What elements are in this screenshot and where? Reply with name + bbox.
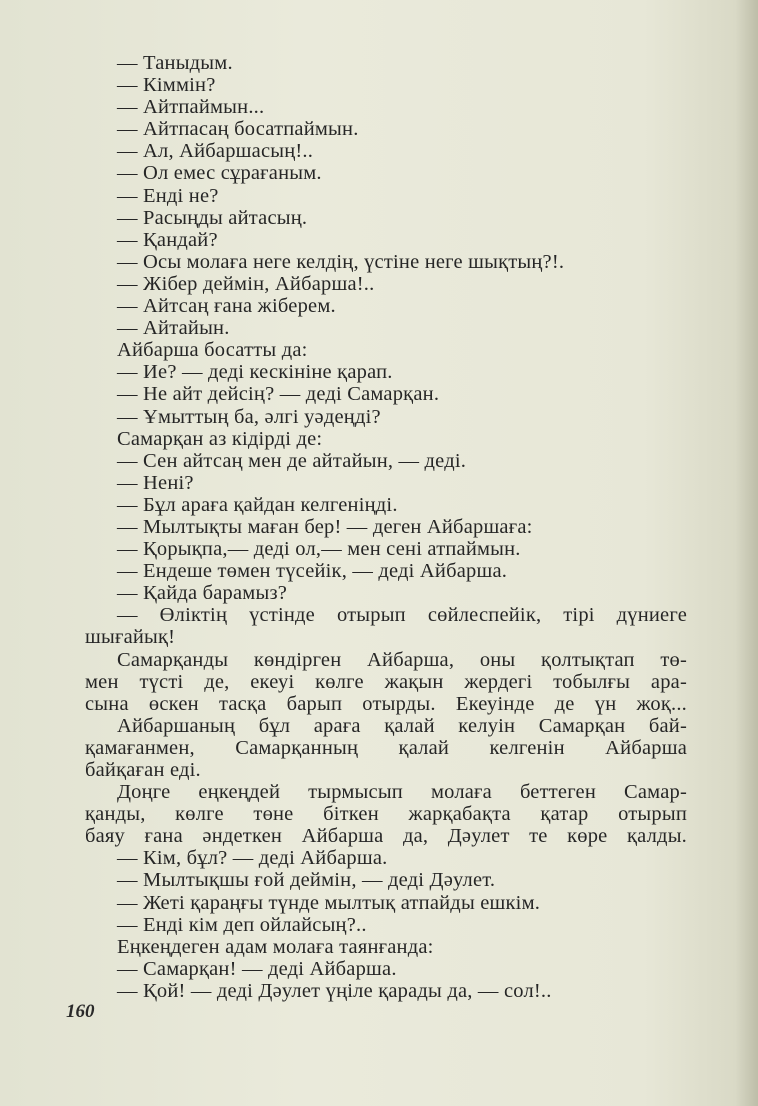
text-line: — Енді кім деп ойлайсың?.. <box>117 913 367 936</box>
text-line: — Жібер деймін, Айбарша!.. <box>117 272 375 295</box>
text-line: — Таныдым. <box>117 52 233 74</box>
text-line: шығайық! <box>85 626 176 649</box>
text-line: байқаған еді. <box>85 759 201 781</box>
text-line: Самарқанды көндірген Айбарша, оны қолтықтап тө- <box>117 648 687 671</box>
text-line: — Ие? — деді кескініне қарап. <box>117 361 393 384</box>
text-line: — Айтсаң ғана жіберем. <box>117 295 336 318</box>
text-line: қамағанмен, Самарқанның қалай келгенін Айбарша <box>85 736 687 759</box>
text-line: — Қой! — деді Дәулет үңіле қарады да, — сол!.. <box>117 979 552 1002</box>
text-line: Айбарша босатты да: <box>117 339 308 362</box>
text-line: — Айтпаймын... <box>117 96 265 119</box>
text-line: Доңге еңкеңдей тырмысып молаға беттеген Самар- <box>117 781 687 804</box>
text-line: — Кім, бұл? — деді Айбарша. <box>117 847 388 870</box>
text-line: — Ұмыттың ба, әлгі уәдеңді? <box>117 405 381 428</box>
text-line: баяу ғана әндеткен Айбарша да, Дәулет те көре қалды. <box>85 825 687 848</box>
text-line: — Мылтықшы ғой деймін, — деді Дәулет. <box>117 869 496 892</box>
text-line: қанды, көлге төне біткен жарқабақта қатар отырып <box>85 803 687 826</box>
text-line: — Бұл араға қайдан келгеніңді. <box>117 493 398 516</box>
text-line: — Осы молаға неге келдің, үстіне неге шықтың?!. <box>117 250 565 273</box>
text-line: — Қандай? <box>117 228 218 251</box>
page-number: 160 <box>66 1001 95 1022</box>
text-line: — Не айт дейсің? — деді Самарқан. <box>117 383 440 406</box>
text-line: — Өліктің үстінде отырып сөйлеспейік, тірі дүниеге <box>117 604 687 627</box>
text-line: — Айтайын. <box>117 317 230 340</box>
text-line: Самарқан аз кідірді де: <box>117 427 323 450</box>
text-line: Айбаршаның бұл араға қалай келуін Самарқан бай- <box>117 714 687 737</box>
text-line: — Мылтықты маған бер! — деген Айбаршаға: <box>117 515 533 538</box>
text-line: — Самарқан! — деді Айбарша. <box>117 957 397 980</box>
text-line: — Енді не? <box>117 184 219 207</box>
body-text <box>85 52 687 1002</box>
text-line: Еңкеңдеген адам молаға таянғанда: <box>117 935 434 958</box>
text-line: — Жеті қараңғы түнде мылтық атпайды ешкім. <box>117 891 541 914</box>
text-line: — Қорықпа,— деді ол,— мен сені атпаймын. <box>117 538 521 561</box>
text-line: — Ендеше төмен түсейік, — деді Айбарша. <box>117 560 508 583</box>
text-line: — Расыңды айтасың. <box>117 206 308 229</box>
text-line: — Нені? <box>117 471 194 494</box>
text-line: — Айтпасаң босатпаймын. <box>117 118 359 141</box>
text-line: — Кіммін? <box>117 74 216 97</box>
text-line: — Қайда барамыз? <box>117 582 288 605</box>
text-line: — Ал, Айбаршасың!.. <box>117 140 314 163</box>
text-line: — Ол емес сұрағаным. <box>117 162 322 185</box>
text-line: мен түсті де, екеуі көлге жақын жердегі тобылғы ара- <box>85 670 687 693</box>
text-line: сына өскен тасқа барып отырды. Екеуінде де үн жоқ... <box>85 692 687 715</box>
text-line: — Сен айтсаң мен де айтайын, — деді. <box>117 449 467 472</box>
